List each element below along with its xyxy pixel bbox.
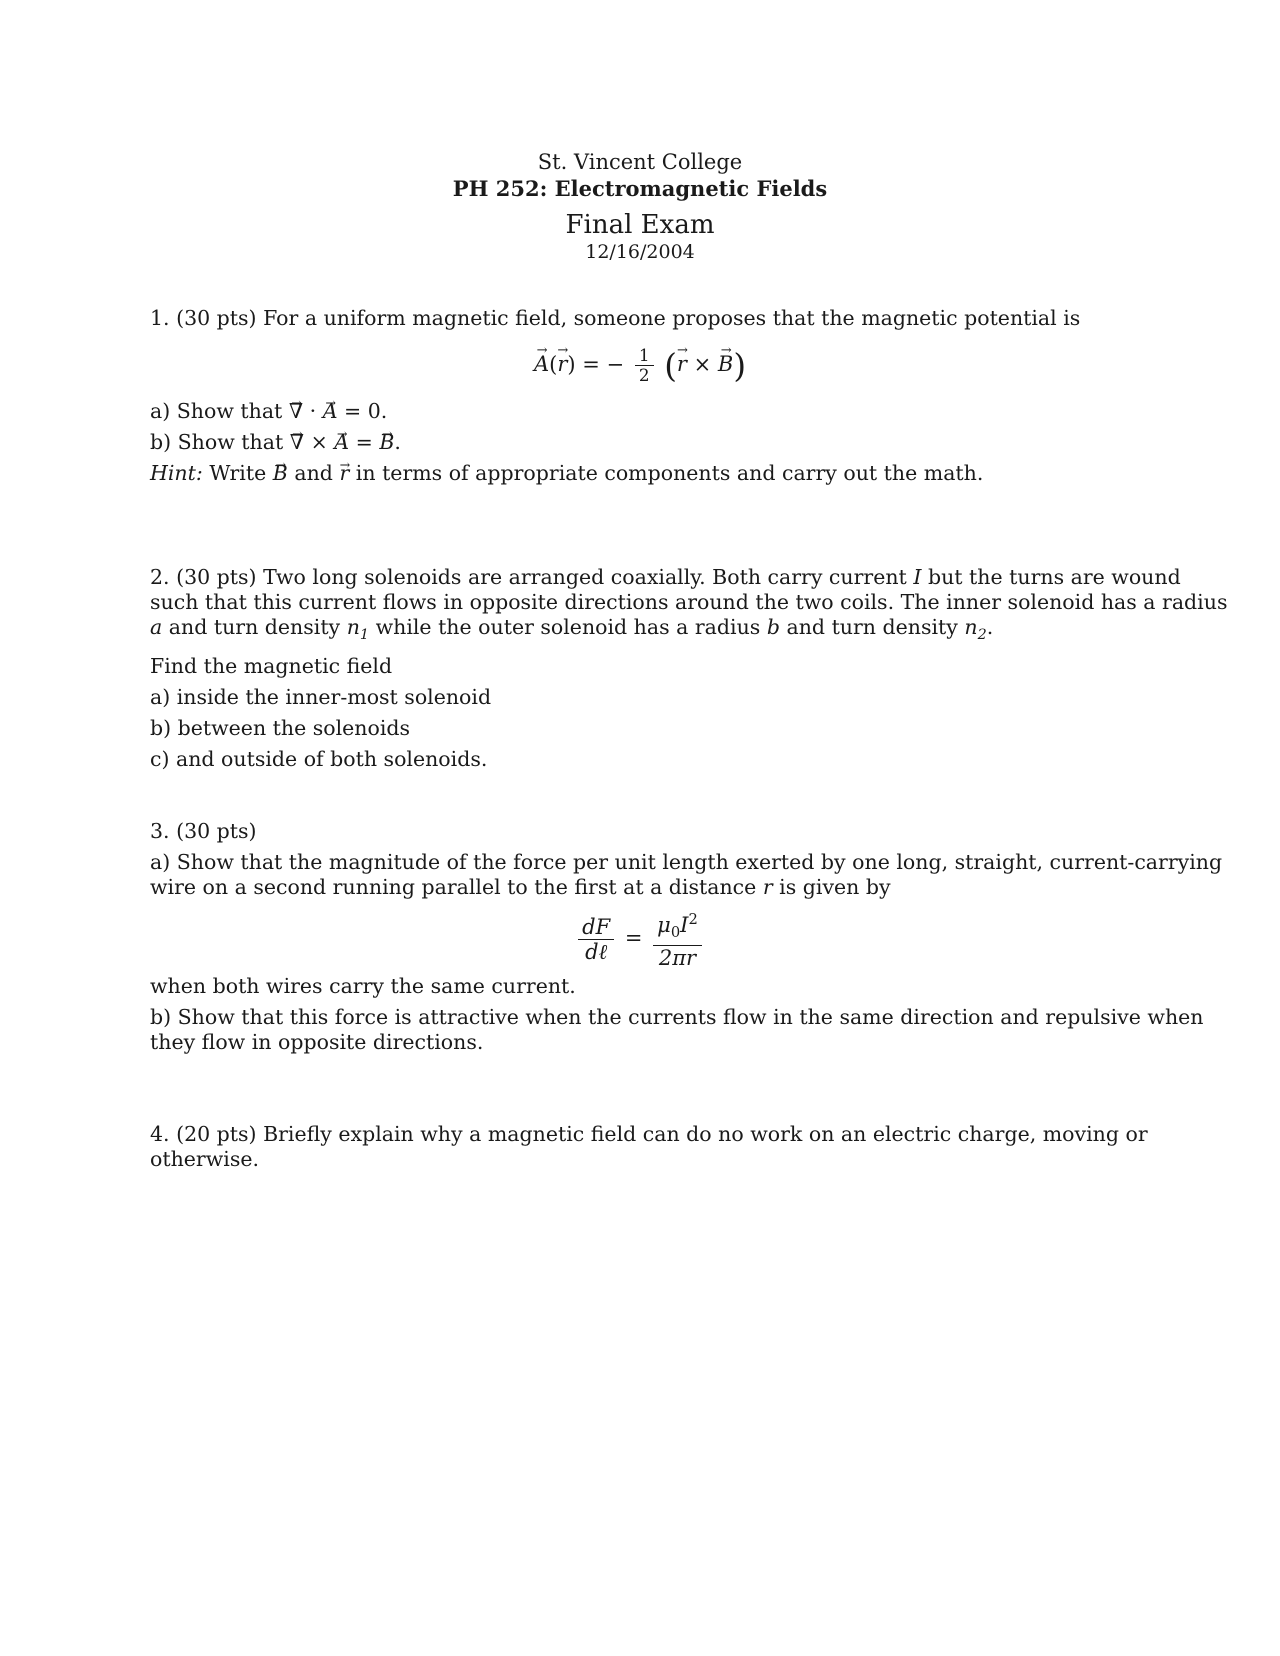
q2-var-n2 <box>964 615 987 644</box>
exam-date: 12/16/2004 <box>585 241 695 263</box>
question-2-find: Find the magnetic field <box>150 654 393 679</box>
eq1-r: → r <box>677 352 687 376</box>
q2-var-a: a <box>150 615 163 639</box>
question-1-parts <box>150 399 1132 486</box>
eq1-vector-r: → r <box>557 352 567 376</box>
q2-line3-t2: while the outer solenoid has a radius <box>375 615 761 639</box>
eq3-mu-sub: 0 <box>670 924 681 942</box>
q3-a-line2-post: is given by <box>779 875 891 899</box>
college-name: St. Vincent College <box>537 150 743 174</box>
question-3-b-line-2: they flow in opposite directions. <box>150 1030 484 1054</box>
question-2-part-c: c) and outside of both solenoids. <box>150 747 488 772</box>
exam-title: Final Exam <box>565 210 715 240</box>
eq3-current: I <box>680 913 689 937</box>
eq3-left-fraction <box>578 915 614 964</box>
question-2-part-b: b) between the solenoids <box>150 716 411 741</box>
eq1-b: → B <box>718 352 733 376</box>
question-4 <box>150 1122 1148 1172</box>
question-2-line-2: such that this current flows in opposite directions around the two coils. The inner solenoid has a radius <box>150 590 1228 614</box>
eq1-vector-a: → A <box>534 352 549 376</box>
question-1-part-a: a) Show that → ∇ · → A = 0. <box>150 399 1132 424</box>
eq3-left-den: dℓ <box>585 939 608 964</box>
q3-a-line2-text: wire on a second running parallel to the first at a distance <box>150 875 757 899</box>
part-b-prefix: b) Show that <box>150 430 284 454</box>
q3-var-r: r <box>762 875 773 899</box>
q2-n1-sub: 1 <box>359 627 370 644</box>
eq3-right-num <box>653 908 702 946</box>
hint-mid: and <box>294 461 333 485</box>
q2-n1-base: n <box>346 615 360 639</box>
question-1-intro <box>150 306 1132 331</box>
course-title: PH 252: Electromagnetic Fields <box>452 176 828 201</box>
question-3-continued <box>150 974 1204 1055</box>
q2-line1-post: but the turns are wound <box>927 565 1181 589</box>
question-3-a-line-1: a) Show that the magnitude of the force per unit length exerted by one long, straight, current-carrying <box>150 850 1223 874</box>
q2-line3-t1: and turn density <box>168 615 341 639</box>
eq3-mu: μ <box>657 913 671 937</box>
q2-var-b: b <box>766 615 780 639</box>
question-1-hint: Hint: Write → B and → r in terms of appropriate components and carry out the math. <box>150 461 1132 486</box>
q2-n2-sub: 2 <box>977 627 987 644</box>
eq3-left-num: dF <box>578 915 614 940</box>
hint-pre: Write <box>209 461 267 485</box>
eq3-current-sup: 2 <box>688 911 698 928</box>
q2-line3-t3: and turn density <box>786 615 958 639</box>
question-1-text: 1. (30 pts) For a uniform magnetic field, someone proposes that the magnetic potential is <box>150 306 1081 330</box>
q2-n2-base: n <box>964 615 978 639</box>
q2-var-i: I <box>913 565 922 589</box>
question-2 <box>150 565 1228 772</box>
question-3 <box>150 819 1223 900</box>
part-a-prefix: a) Show that <box>150 399 283 423</box>
q2-var-n1 <box>346 615 370 644</box>
question-2-line-3: a and turn density $n_1$ while the outer solenoid has a radius b and turn density $n_2$. <box>150 615 994 644</box>
hint-label: Hint: <box>150 461 203 485</box>
question-1-part-b: b) Show that → ∇ × → A = → B. <box>150 430 1132 455</box>
q2-line1-text: 2. (30 pts) Two long solenoids are arranged coaxially. Both carry current <box>150 565 907 589</box>
question-2-part-a: a) inside the inner-most solenoid <box>150 685 492 710</box>
question-4-line-1: 4. (20 pts) Briefly explain why a magnetic field can do no work on an electric charge, moving or <box>150 1122 1148 1146</box>
eq1-fraction-den: 2 <box>638 365 650 386</box>
hint-post: in terms of appropriate components and carry out the math. <box>355 461 984 485</box>
question-3-b-line-1: b) Show that this force is attractive when the currents flow in the same direction and repulsive when <box>150 1005 1204 1029</box>
eq1-fraction <box>635 346 654 386</box>
question-3-a-line-2 <box>150 875 1132 900</box>
question-3-equation: $\frac{dF}{\text{dℓ}}$ = $\frac{\mu_0I^2}{2\pi r}$ <box>0 908 1280 971</box>
question-1-equation: → A(→ r) = − $\frac{1}{2}$ (→ r × → B) <box>0 346 1280 386</box>
eq1-fraction-num: 1 <box>635 346 654 366</box>
question-3-when: when both wires carry the same current. <box>150 974 576 998</box>
question-4-line-2: otherwise. <box>150 1147 259 1171</box>
question-3-heading: 3. (30 pts) <box>150 819 257 843</box>
eq3-right-fraction <box>653 908 702 971</box>
eq3-right-den: 2πr <box>658 946 697 971</box>
question-2-line-1 <box>150 565 1181 590</box>
